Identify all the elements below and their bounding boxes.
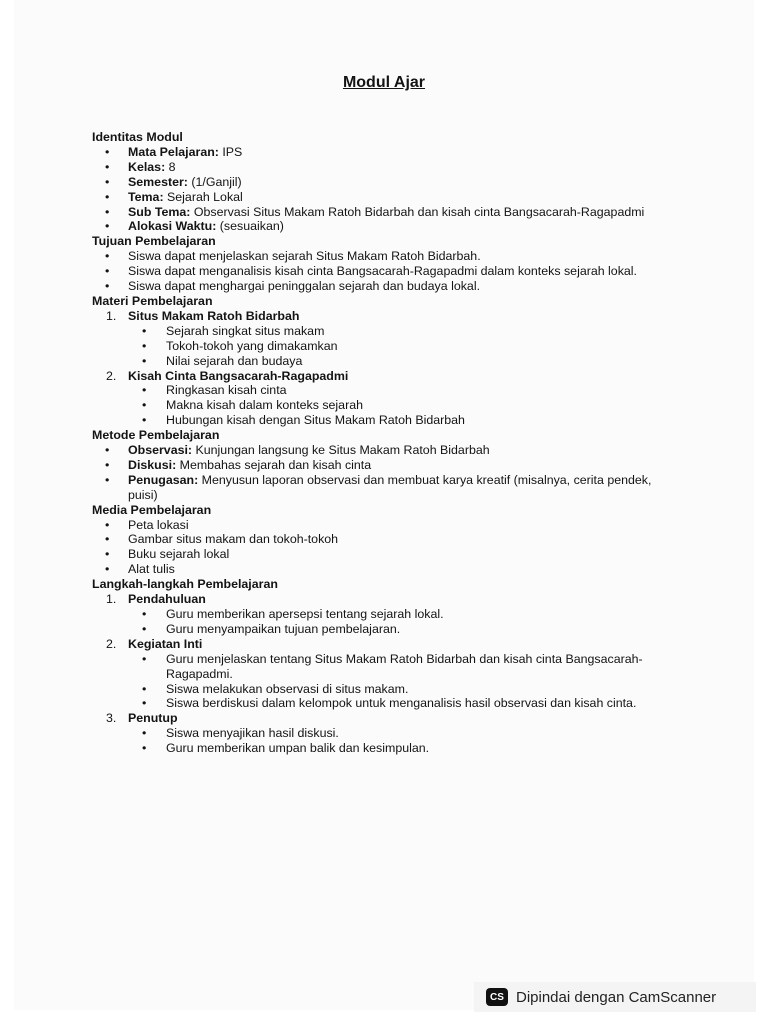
identitas-heading: Identitas Modul: [92, 130, 183, 144]
subheading-text: Pendahuluan: [128, 592, 206, 607]
camscanner-watermark-text: Dipindai dengan CamScanner: [516, 988, 717, 1006]
list-item: • Tokoh-tokoh yang dimakamkan: [92, 339, 662, 354]
item-number: 1.: [106, 308, 117, 323]
list-item: • Guru memberikan umpan balik dan kesimpulan.: [92, 741, 662, 756]
camscanner-logo-icon: CS: [486, 988, 508, 1006]
list-item: [92, 443, 662, 458]
media-heading: Media Pembelajaran: [92, 502, 212, 517]
item-number: 3.: [106, 711, 117, 726]
item-value: Menyusun laporan observasi dan membuat karya kreatif (misalnya, cerita pendek, puisi): [128, 472, 652, 502]
tujuan-heading: Tujuan Pembelajaran: [92, 234, 216, 249]
subheading-text: Penutup: [128, 711, 178, 726]
item-value: Observasi Situs Makam Ratoh Bidarbah dan kisah cinta Bangsacarah-Ragapadmi: [190, 204, 645, 219]
langkah-subheading: [92, 592, 662, 607]
list-item: • Ringkasan kisah cinta: [92, 383, 662, 398]
item-label: Tema:: [128, 189, 164, 204]
list-item: • Peta lokasi: [92, 518, 662, 533]
item-number: 2.: [106, 636, 117, 651]
item-value: Membahas sejarah dan kisah cinta: [176, 457, 372, 472]
langkah-subheading: [92, 711, 662, 726]
media-list: [92, 518, 662, 578]
subheading-text: Kegiatan Inti: [128, 636, 203, 651]
list-item: • Siswa menyajikan hasil diskusi.: [92, 726, 662, 741]
tujuan-list: [92, 249, 662, 294]
item-value: Sejarah Lokal: [163, 189, 243, 204]
subheading-text: Kisah Cinta Bangsacarah-Ragapadmi: [128, 368, 349, 383]
item-value: (sesuaikan): [216, 219, 284, 234]
materi-sublist: [92, 383, 662, 428]
list-item: • Guru menjelaskan tentang Situs Makam Ratoh Bidarbah dan kisah cinta Bangsacarah-Ragapadmi.: [92, 652, 662, 682]
item-label: Diskusi:: [128, 457, 177, 472]
materi-heading: Materi Pembelajaran: [92, 293, 213, 308]
materi-subheading: [92, 309, 662, 324]
langkah-subheading: [92, 637, 662, 652]
item-number: 1.: [106, 592, 117, 607]
item-label: Semester:: [128, 174, 188, 189]
identitas-list: [92, 145, 662, 234]
langkah-sublist: [92, 607, 662, 637]
list-item: • Nilai sejarah dan budaya: [92, 354, 662, 369]
item-label: Kelas:: [128, 159, 166, 174]
item-value: (1/Ganjil): [187, 174, 242, 189]
item-label: Observasi:: [128, 443, 193, 458]
item-label: Mata Pelajaran:: [128, 144, 219, 159]
item-value: 8: [165, 159, 176, 174]
metode-heading: Metode Pembelajaran: [92, 428, 220, 443]
list-item: [92, 175, 662, 190]
list-item: [92, 473, 662, 503]
langkah-heading: Langkah-langkah Pembelajaran: [92, 577, 278, 592]
camscanner-badge: [474, 982, 756, 1012]
materi-subheading: [92, 369, 662, 384]
item-label: Sub Tema:: [128, 204, 191, 219]
materi-sublist: [92, 324, 662, 369]
list-item: • Sejarah singkat situs makam: [92, 324, 662, 339]
list-item: • Hubungan kisah dengan Situs Makam Ratoh Bidarbah: [92, 413, 662, 428]
list-item: [92, 458, 662, 473]
list-item: • Makna kisah dalam konteks sejarah: [92, 398, 662, 413]
list-item: • Buku sejarah lokal: [92, 547, 662, 562]
list-item: [92, 205, 662, 220]
item-label: Alokasi Waktu:: [128, 219, 217, 234]
item-value: Kunjungan langsung ke Situs Makam Ratoh Bidarbah: [192, 443, 490, 458]
list-item: • Siswa dapat menjelaskan sejarah Situs Makam Ratoh Bidarbah.: [92, 249, 662, 264]
metode-list: [92, 443, 662, 503]
list-item: [92, 190, 662, 205]
list-item: • Gambar situs makam dan tokoh-tokoh: [92, 532, 662, 547]
item-label: Penugasan:: [128, 472, 199, 487]
list-item: • Siswa dapat menganalisis kisah cinta Bangsacarah-Ragapadmi dalam konteks sejarah lokal.: [92, 264, 662, 279]
item-number: 2.: [106, 368, 117, 383]
list-item: [92, 145, 662, 160]
langkah-sublist: [92, 652, 662, 712]
list-item: • Siswa dapat menghargai peninggalan sejarah dan budaya lokal.: [92, 279, 662, 294]
list-item: • Guru menyampaikan tujuan pembelajaran.: [92, 622, 662, 637]
list-item: • Siswa melakukan observasi di situs makam.: [92, 682, 662, 697]
list-item: • Siswa berdiskusi dalam kelompok untuk menganalisis hasil observasi dan kisah cinta.: [92, 696, 662, 711]
list-item: [92, 160, 662, 175]
langkah-sublist: [92, 726, 662, 756]
page-title: Modul Ajar: [342, 74, 426, 91]
document-body: [92, 130, 662, 756]
item-value: IPS: [218, 144, 243, 159]
list-item: [92, 219, 662, 234]
subheading-text: Situs Makam Ratoh Bidarbah: [128, 308, 300, 323]
list-item: • Guru memberikan apersepsi tentang sejarah lokal.: [92, 607, 662, 622]
list-item: • Alat tulis: [92, 562, 662, 577]
